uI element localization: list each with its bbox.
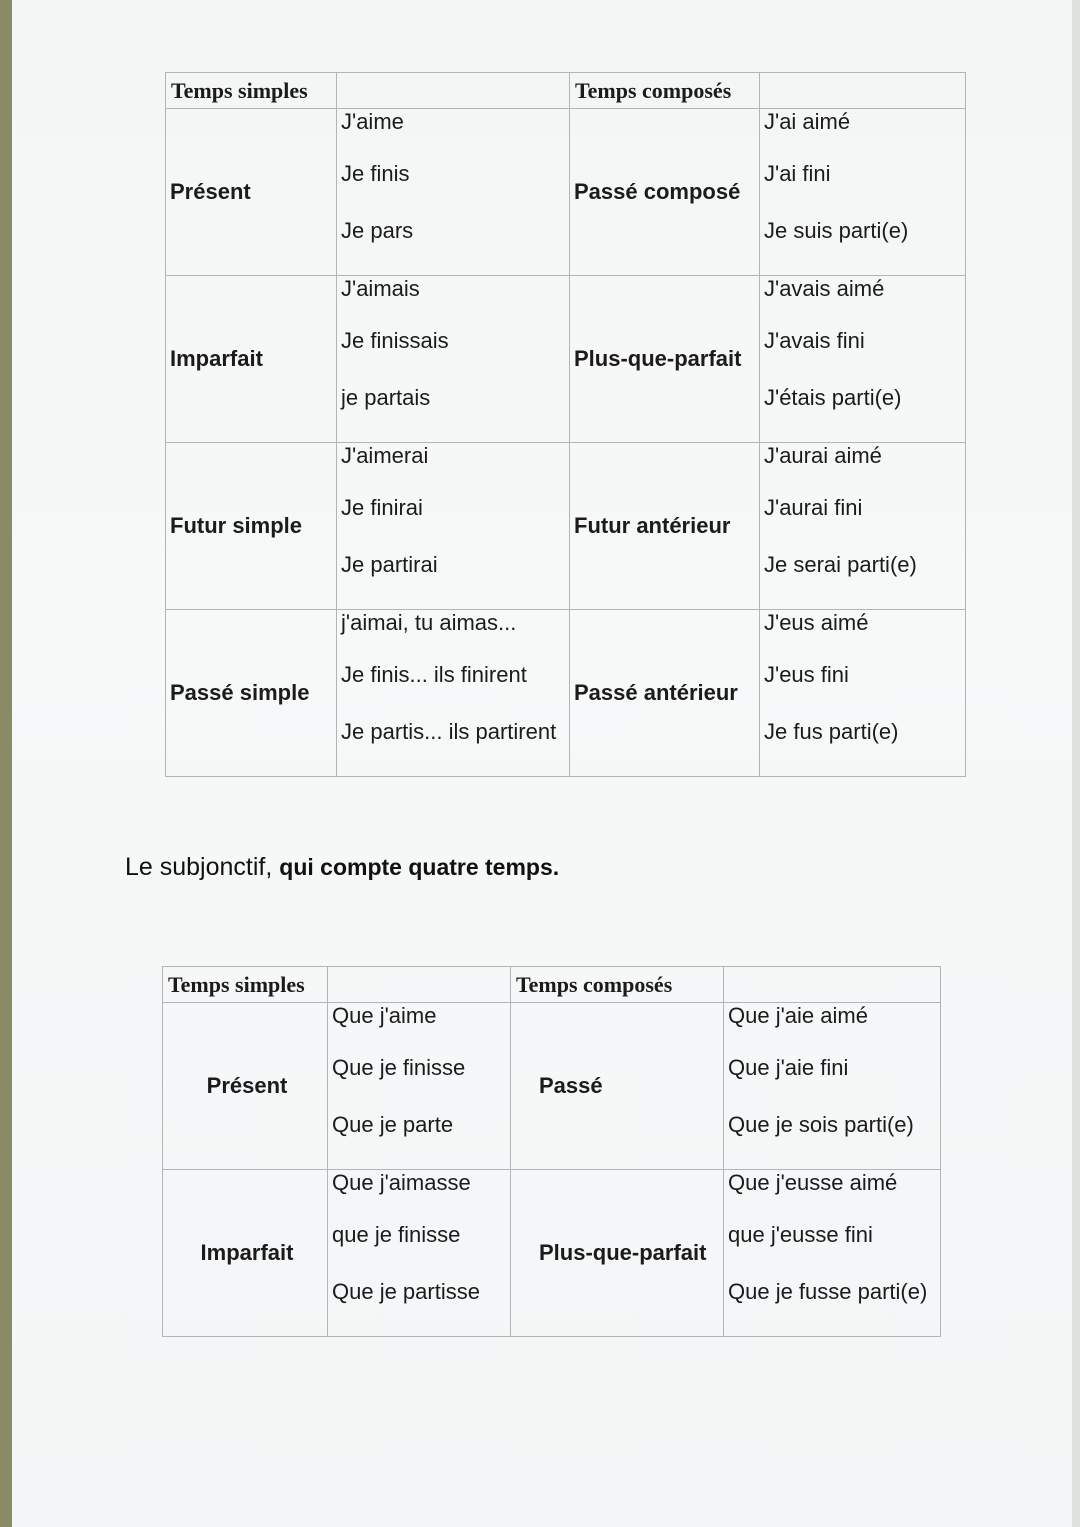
conjugated-form: J'avais aimé [764,276,885,301]
simple-forms-cell [337,443,570,610]
conjugated-form: Que je sois parti(e) [728,1112,914,1137]
conjugated-form: J'aimerai [341,443,429,468]
subjunctive-caption [125,853,559,882]
caption-bold: qui compte quatre temps. [279,854,560,880]
indicative-conjugation-table [165,72,966,777]
compound-tense-name: Plus-que-parfait [570,276,760,443]
subjunctive-conjugation-table [162,966,941,1337]
simple-forms-cell [337,610,570,777]
conjugated-form: Je partis... ils partirent [341,719,557,744]
compound-forms-cell [760,109,966,276]
table-row [166,443,966,610]
conjugated-form: J'aurai fini [764,495,863,520]
conjugated-form: Que je partisse [332,1279,480,1304]
table-header-row [163,967,941,1003]
conjugated-form: Que j'aie aimé [728,1003,868,1028]
conjugated-form: J'ai aimé [764,109,851,134]
conjugated-form: Que j'aime [332,1003,437,1028]
conjugated-form: j'aimai, tu aimas... [341,610,517,635]
compound-forms-cell [724,1170,941,1337]
table-row [166,276,966,443]
table-row [166,610,966,777]
compound-tense-name: Futur antérieur [570,443,760,610]
page-edge-right [1072,0,1080,1527]
conjugated-form: J'eus fini [764,662,849,687]
header-empty-cell [724,967,941,1003]
table-header-row [166,73,966,109]
header-empty-cell [328,967,511,1003]
conjugated-form: Je partirai [341,552,438,577]
conjugated-form: J'aurai aimé [764,443,882,468]
conjugated-form: je partais [341,385,431,410]
simple-forms-cell [328,1003,511,1170]
compound-tense-name: Plus-que-parfait [511,1170,724,1337]
conjugated-form: que j'eusse fini [728,1222,873,1247]
simple-forms-cell [328,1170,511,1337]
page-edge-shadow [0,0,12,1527]
conjugated-form: Je finirai [341,495,423,520]
header-empty-cell [337,73,570,109]
simple-tense-name: Présent [163,1003,328,1170]
simple-tense-name: Futur simple [166,443,337,610]
compound-forms-cell [760,276,966,443]
simple-forms-cell [337,276,570,443]
conjugated-form: Que j'eusse aimé [728,1170,898,1195]
conjugated-form: Je finis... ils finirent [341,662,527,687]
conjugated-form: Je fus parti(e) [764,719,899,744]
compound-tense-name: Passé [511,1003,724,1170]
conjugated-form: J'étais parti(e) [764,385,902,410]
simple-tense-name: Imparfait [163,1170,328,1337]
header-temps-simples: Temps simples [163,967,328,1003]
header-temps-simples: Temps simples [166,73,337,109]
simple-forms-cell [337,109,570,276]
simple-tense-name: Présent [166,109,337,276]
simple-tense-name: Imparfait [166,276,337,443]
header-temps-composes: Temps composés [511,967,724,1003]
conjugated-form: Je finissais [341,328,449,353]
conjugated-form: J'ai fini [764,161,831,186]
conjugated-form: Que je parte [332,1112,454,1137]
compound-forms-cell [760,610,966,777]
conjugated-form: Que j'aimasse [332,1170,471,1195]
simple-tense-name: Passé simple [166,610,337,777]
conjugated-form: J'aimais [341,276,420,301]
compound-forms-cell [760,443,966,610]
compound-tense-name: Passé composé [570,109,760,276]
conjugated-form: Je suis parti(e) [764,218,909,243]
header-empty-cell [760,73,966,109]
conjugated-form: Que je finisse [332,1055,466,1080]
conjugated-form: Je serai parti(e) [764,552,917,577]
conjugated-form: Que j'aie fini [728,1055,849,1080]
table-row [163,1003,941,1170]
conjugated-form: Que je fusse parti(e) [728,1279,928,1304]
caption-lead: Le subjonctif, [125,853,273,881]
conjugated-form: J'avais fini [764,328,865,353]
table-row [166,109,966,276]
compound-tense-name: Passé antérieur [570,610,760,777]
compound-forms-cell [724,1003,941,1170]
header-temps-composes: Temps composés [570,73,760,109]
table-row [163,1170,941,1337]
conjugated-form: J'eus aimé [764,610,869,635]
conjugated-form: J'aime [341,109,404,134]
conjugated-form: Je pars [341,218,414,243]
conjugated-form: Je finis [341,161,410,186]
conjugated-form: que je finisse [332,1222,461,1247]
